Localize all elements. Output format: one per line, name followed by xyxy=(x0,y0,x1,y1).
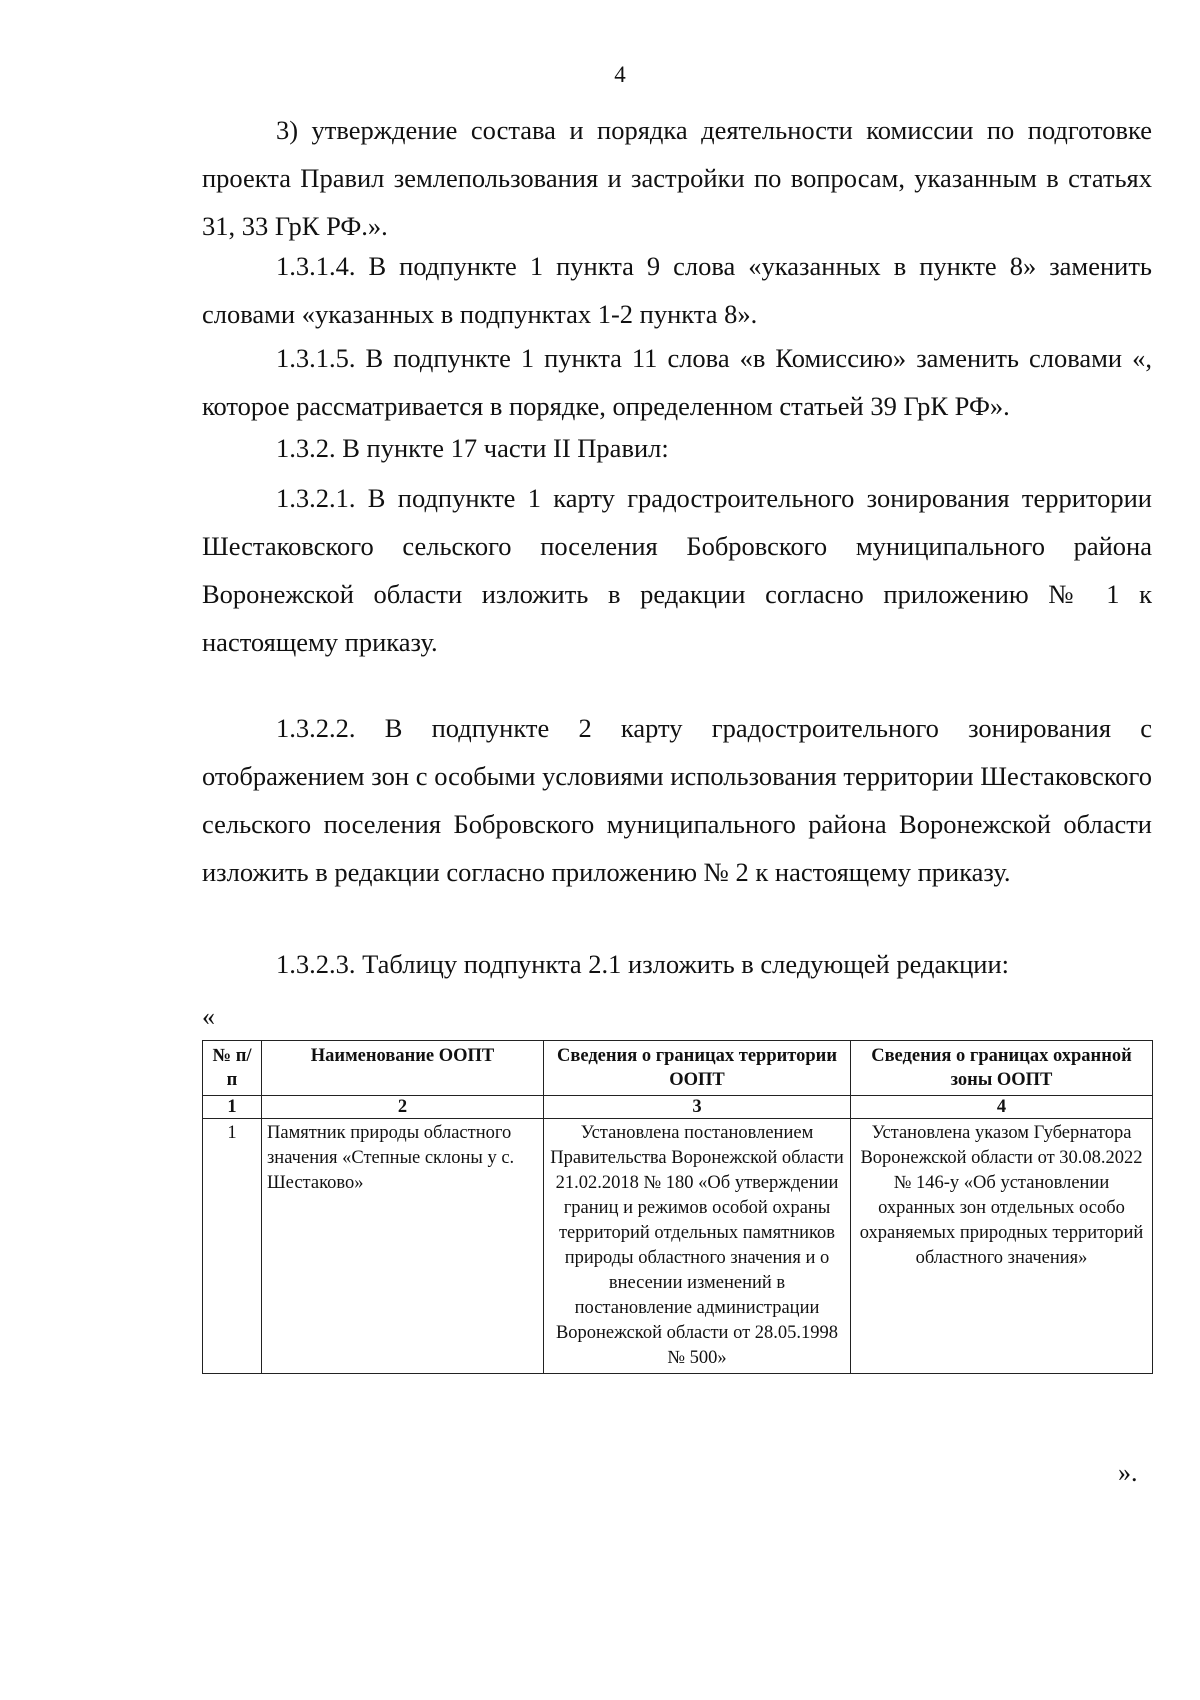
paragraph-1-3-1-4: 1.3.1.4. В подпункте 1 пункта 9 слова «указанных в пункте 8» заменить словами «указанных в подпунктах 1-2 пункта 8». xyxy=(202,251,1152,329)
paragraph-item-3: 3) утверждение состава и порядка деятельности комиссии по подготовке проекта Правил землепользования и застройки по вопросам, указанным в статьях 31, 33 ГрК РФ.». xyxy=(202,115,1152,241)
header-territory: Сведения о границах территории ООПТ xyxy=(544,1041,851,1096)
column-number: 4 xyxy=(851,1096,1153,1119)
paragraph-1-3-1-5: 1.3.1.5. В подпункте 1 пункта 11 слова «в Комиссию» заменить словами «, которое рассматривается в порядке, определенном статьей 39 ГрК РФ». xyxy=(202,343,1152,421)
paragraph-1-3-2-1: 1.3.2.1. В подпункте 1 карту градостроительного зонирования территории Шестаковского сельского поселения Бобровского муниципального района Воронежской области изложить в редакции согласно приложению № 1 к настоящему приказу. xyxy=(202,483,1152,657)
column-number: 2 xyxy=(262,1096,544,1119)
territory-info-cell: Установлена постановлением Правительства Воронежской области 21.02.2018 № 180 «Об утверждении границ и режимов особой охраны территорий отдельных памятников природы областного значения и о внесении изменений в постановление администрации Воронежской области от 28.05.1998 № 500» xyxy=(544,1119,851,1374)
table-row xyxy=(203,1119,1153,1374)
oopt-name-cell: Памятник природы областного значения «Степные склоны у с. Шестаково» xyxy=(262,1119,544,1374)
column-number-row xyxy=(203,1096,1153,1119)
table-header-row xyxy=(203,1041,1153,1096)
paragraph-1-3-2: 1.3.2. В пункте 17 части II Правил: xyxy=(276,433,669,463)
header-number: № п/п xyxy=(203,1041,262,1096)
closing-quote: ». xyxy=(1118,1458,1138,1487)
paragraph-1-3-2-2: 1.3.2.2. В подпункте 2 карту градостроительного зонирования с отображением зон с особыми условиями использования территории Шестаковского сельского поселения Бобровского муниципального района Воронежской области изложить в редакции согласно приложению № 2 к настоящему приказу. xyxy=(202,713,1152,887)
protection-zone-info-cell: Установлена указом Губернатора Воронежской области от 30.08.2022 № 146-у «Об установлении охранных зон отдельных особо охраняемых природных территорий областного значения» xyxy=(851,1119,1153,1374)
header-name: Наименование ООПТ xyxy=(262,1041,544,1096)
oopt-table xyxy=(202,1040,1153,1374)
paragraph-1-3-2-3: 1.3.2.3. Таблицу подпункта 2.1 изложить в следующей редакции: xyxy=(276,949,1010,979)
header-protection-zone: Сведения о границах охранной зоны ООПТ xyxy=(851,1041,1153,1096)
column-number: 3 xyxy=(544,1096,851,1119)
row-number-cell: 1 xyxy=(203,1119,262,1374)
opening-quote: « xyxy=(202,1002,215,1031)
column-number: 1 xyxy=(203,1096,262,1119)
page-number: 4 xyxy=(614,62,626,87)
